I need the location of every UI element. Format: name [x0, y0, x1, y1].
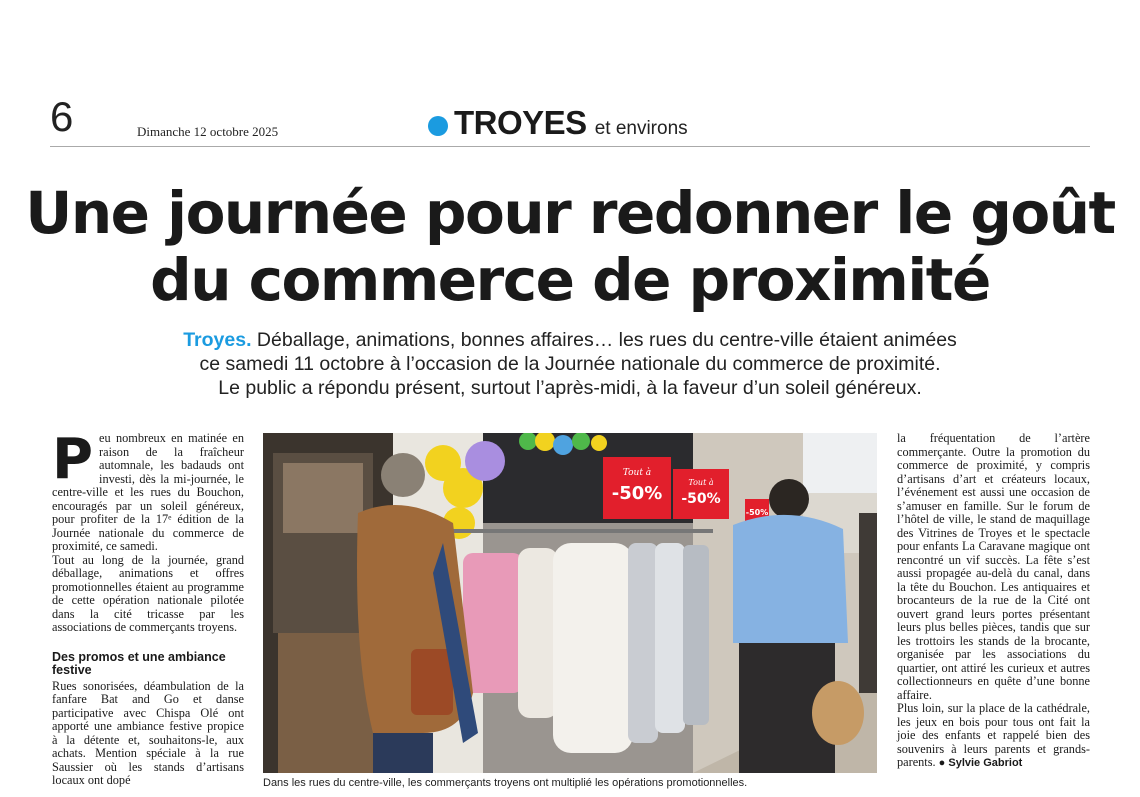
sale-sign-2	[673, 469, 729, 519]
sale-sign-2-value: -50%	[681, 491, 721, 507]
standfirst-line-1: Déballage, animations, bonnes affaires… les rues du centre-ville étaient animées	[251, 329, 957, 351]
article-photo	[263, 433, 877, 773]
headline-line-2: du commerce de proximité	[150, 246, 990, 314]
sale-sign-2-script: Tout à	[688, 478, 714, 487]
author-name: Sylvie Gabriot	[948, 757, 1023, 769]
standfirst-location: Troyes.	[183, 329, 252, 351]
issue-date: Dimanche 12 octobre 2025	[137, 124, 279, 139]
section-header	[428, 104, 688, 142]
sale-sign-3-value: -50%	[745, 508, 769, 517]
standfirst-line-3: Le public a répondu présent, surtout l’après-midi, à la faveur d’un soleil généreux.	[218, 377, 922, 399]
sale-sign-1-value: -50%	[611, 483, 663, 504]
article-standfirst	[130, 328, 1010, 400]
article-column-left	[52, 427, 244, 788]
paragraph-4: la fréquentation de l’artère commerçante. Outre la promotion du commerce de proximité, y compris d’artisans d’art et créateurs locaux, l’événement est aussi une occasion de s’amuser en famille. Sur le forum de l’hôtel de ville, le stand de maquillage des Vitrines de Troyes et le spectacle pour enfants La Caravane magique ont rencontré un vif succès. La fête s’est aussi propagée au-delà du canal, dans la tête du Bouchon. Les antiquaires et brocanteurs de la rue de la Cité ont ouvert grand leurs portes présentant leurs plus belles pièces, tandis que sur les trottoirs les stands de la brocante, organisée par les associations du quartier, ont attiré les curieux et autres collectionneurs en quête d’une bonne affaire.	[897, 431, 1090, 702]
author-byline: ● Sylvie Gabriot	[938, 757, 1023, 769]
page-number: 6	[50, 93, 74, 140]
section-name: TROYES	[454, 104, 587, 141]
paragraph-3: Rues sonorisées, déambulation de la fanfare Bat and Go et danse participative avec Chispa Olé ont apporté une ambiance festive propice à la détente et, souhaitons-le, aux achats. Mention spéciale à la rue Saussier où les stands d’artisans locaux ont dopé	[52, 678, 244, 787]
paragraph-5	[897, 702, 1090, 771]
section-dot-icon	[428, 116, 448, 136]
drop-cap: P	[52, 427, 94, 492]
section-subtitle: et environs	[594, 118, 688, 139]
article-column-right	[897, 432, 1090, 771]
standfirst-line-2: ce samedi 11 octobre à l’occasion de la Journée nationale du commerce de proximité.	[199, 353, 941, 375]
article-headline	[0, 180, 1140, 314]
sale-sign-1-script: Tout à	[622, 468, 652, 478]
paragraph-2: Tout au long de la journée, grand déballage, animations et offres promotionnelles étaient au programme de cette opération nationale pilotée dans la cité tricasse par les associations de commerçants troyens.	[52, 552, 244, 634]
street-shop-scene	[263, 433, 877, 773]
sale-sign-1	[603, 457, 671, 519]
header-divider	[50, 146, 1090, 147]
paragraph-5-text: Plus loin, sur la place de la cathédrale, les jeux en bois pour tous ont fait la joie des enfants et rappelé bien des souvenirs à leurs parents et grands-parents.	[897, 701, 1090, 769]
photo-caption: Dans les rues du centre-ville, les commerçants troyens ont multiplié les opérations promotionnelles.	[263, 777, 748, 789]
headline-line-1: Une journée pour redonner le goût	[25, 179, 1115, 247]
paragraph-1-text: eu nombreux en matinée en raison de la fraîcheur automnale, les badauds ont investi, dès la mi-journée, le centre-ville et les rues du Bouchon, encouragés par un soleil généreux, pour profiter de la 17ᵉ édition de la Journée nationale du commerce de proximité, ce samedi.	[52, 431, 244, 553]
article-subhead: Des promos et une ambiance festive	[52, 649, 226, 677]
paragraph-1	[52, 427, 244, 554]
